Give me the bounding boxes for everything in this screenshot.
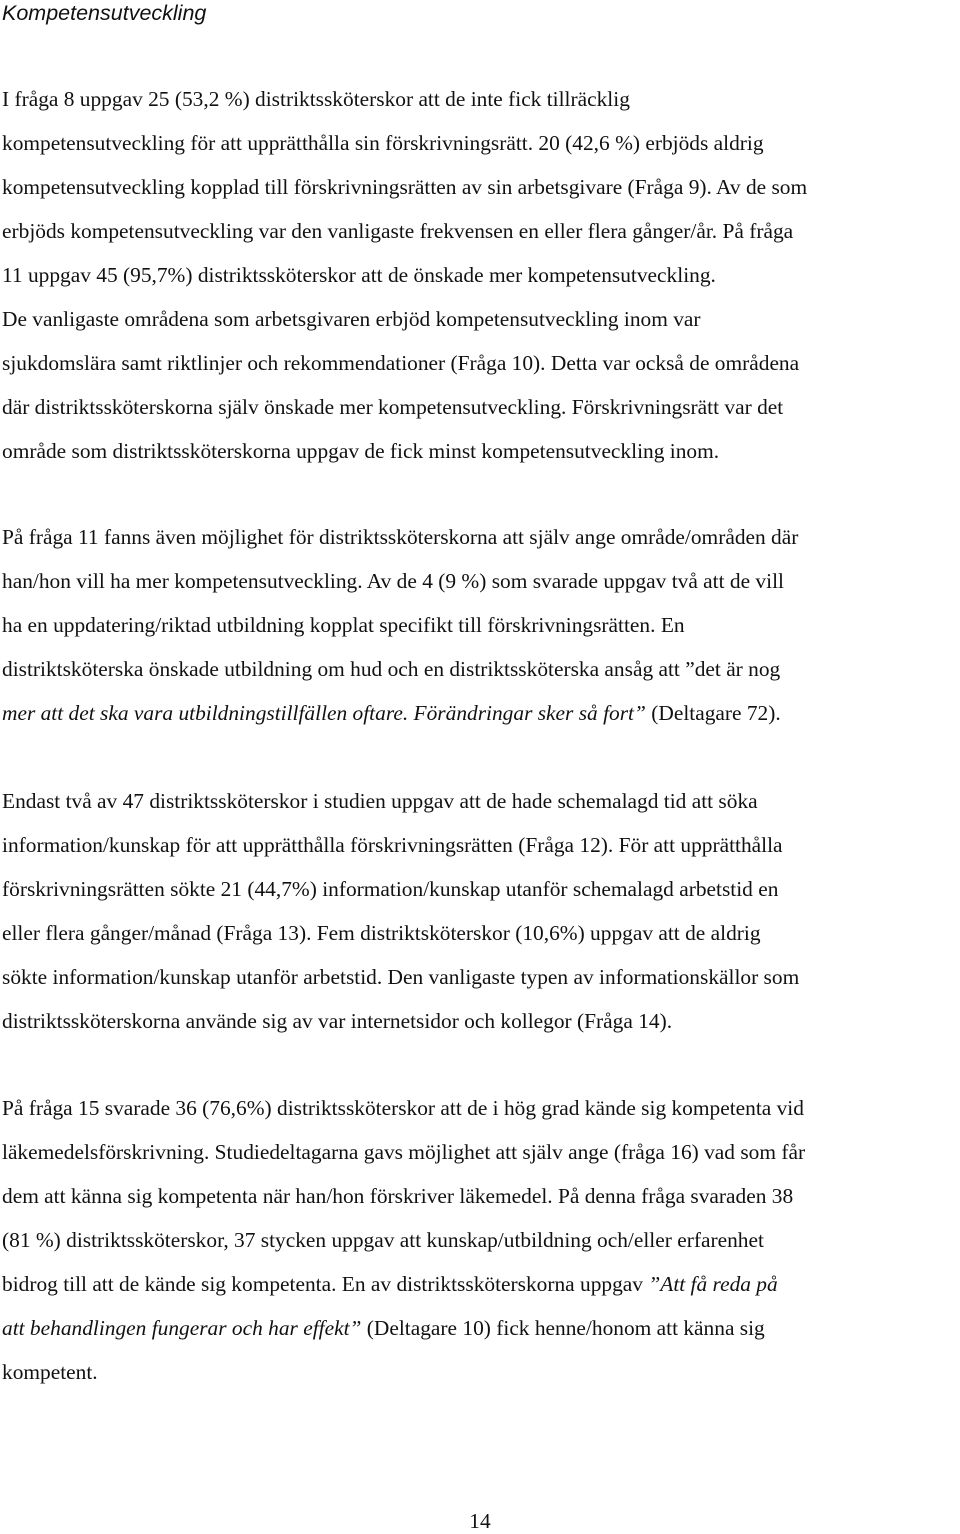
- text-line: [2, 341, 958, 385]
- text-line: [2, 1262, 958, 1306]
- text-line: [2, 1350, 958, 1394]
- text-line: [2, 1130, 958, 1174]
- quote-text: ”Att få reda på: [648, 1272, 778, 1296]
- text-line: [2, 385, 958, 429]
- text-line: [2, 603, 958, 647]
- text-line: [2, 823, 958, 867]
- text-line: [2, 1218, 958, 1262]
- text-line: [2, 779, 958, 823]
- text-line: [2, 911, 958, 955]
- line-text: sökte information/kunskap utanför arbetstid. Den vanligaste typen av informationskällor som: [2, 965, 800, 989]
- line-text: (81 %) distriktssköterskor, 37 stycken uppgav att kunskap/utbildning och/eller erfarenhet: [2, 1228, 764, 1252]
- text-line: [2, 999, 958, 1043]
- text-line: [2, 165, 958, 209]
- text-line: [2, 209, 958, 253]
- line-text: läkemedelsförskrivning. Studiedeltagarna gavs möjlighet att själv ange (fråga 16) vad som får: [2, 1140, 806, 1164]
- line-text: I fråga 8 uppgav 25 (53,2 %) distriktssköterskor att de inte fick tillräcklig: [2, 87, 630, 111]
- text-line: [2, 515, 958, 559]
- text-line: [2, 1306, 958, 1350]
- line-text: han/hon vill ha mer kompetensutveckling. Av de 4 (9 %) som svarade uppgav två att de vill: [2, 569, 784, 593]
- line-text: På fråga 11 fanns även möjlighet för distriktssköterskorna att själv ange område/områden där: [2, 525, 799, 549]
- text-line: [2, 647, 958, 691]
- text-line: [2, 297, 958, 341]
- text-line: [2, 77, 958, 121]
- line-text: där distriktssköterskorna själv önskade mer kompetensutveckling. Förskrivningsrätt var det: [2, 395, 784, 419]
- paragraph-3: [2, 779, 958, 1043]
- line-text: De vanligaste områdena som arbetsgivaren erbjöd kompetensutveckling inom var: [2, 307, 701, 331]
- text-line: [2, 867, 958, 911]
- line-text: område som distriktssköterskorna uppgav de fick minst kompetensutveckling inom.: [2, 439, 720, 463]
- paragraph-1: [2, 77, 958, 473]
- quote-text: att behandlingen fungerar och har effekt”: [2, 1316, 362, 1340]
- line-text: (Deltagare 10) fick henne/honom att känna sig: [361, 1316, 765, 1340]
- line-text: kompetent.: [2, 1360, 98, 1384]
- line-text: bidrog till att de kände sig kompetenta. En av distriktssköterskorna uppgav: [2, 1272, 649, 1296]
- line-text: distriktsköterska önskade utbildning om hud och en distriktssköterska ansåg att ”det är nog: [2, 657, 781, 681]
- text-line: [2, 1086, 958, 1130]
- line-text: kompetensutveckling för att upprätthålla sin förskrivningsrätt. 20 (42,6 %) erbjöds aldrig: [2, 131, 764, 155]
- line-text: kompetensutveckling kopplad till förskrivningsrätten av sin arbetsgivare (Fråga 9). Av de som: [2, 175, 808, 199]
- line-text: information/kunskap för att upprätthålla förskrivningsrätten (Fråga 12). För att upprätthålla: [2, 833, 783, 857]
- line-text: dem att känna sig kompetenta när han/hon förskriver läkemedel. På denna fråga svaraden 38: [2, 1184, 794, 1208]
- paragraph-4: [2, 1086, 958, 1394]
- page-number: 14: [469, 1509, 491, 1533]
- text-line: [2, 253, 958, 297]
- line-text: (Deltagare 72).: [645, 701, 781, 725]
- line-text: sjukdomslära samt riktlinjer och rekommendationer (Fråga 10). Detta var också de områdena: [2, 351, 800, 375]
- line-text: erbjöds kompetensutveckling var den vanligaste frekvensen en eller flera gånger/år. På fråga: [2, 219, 794, 243]
- line-text: förskrivningsrätten sökte 21 (44,7%) information/kunskap utanför schemalagd arbetstid en: [2, 877, 779, 901]
- text-line: [2, 429, 958, 473]
- text-line: [2, 559, 958, 603]
- section-heading: Kompetensutveckling: [2, 1, 207, 25]
- line-text: eller flera gånger/månad (Fråga 13). Fem distriktsköterskor (10,6%) uppgav att de aldrig: [2, 921, 761, 945]
- line-text: 11 uppgav 45 (95,7%) distriktssköterskor att de önskade mer kompetensutveckling.: [2, 263, 716, 287]
- line-text: Endast två av 47 distriktssköterskor i studien uppgav att de hade schemalagd tid att söka: [2, 789, 758, 813]
- paragraph-2: [2, 515, 958, 735]
- line-text: På fråga 15 svarade 36 (76,6%) distriktssköterskor att de i hög grad kände sig kompetenta vid: [2, 1096, 804, 1120]
- text-line: [2, 1174, 958, 1218]
- text-line: [2, 691, 958, 735]
- text-line: [2, 955, 958, 999]
- line-text: distriktssköterskorna använde sig av var internetsidor och kollegor (Fråga 14).: [2, 1009, 673, 1033]
- quote-text: mer att det ska vara utbildningstillfällen oftare. Förändringar sker så fort”: [2, 701, 646, 725]
- line-text: ha en uppdatering/riktad utbildning kopplat specifikt till förskrivningsrätten. En: [2, 613, 685, 637]
- text-line: [2, 121, 958, 165]
